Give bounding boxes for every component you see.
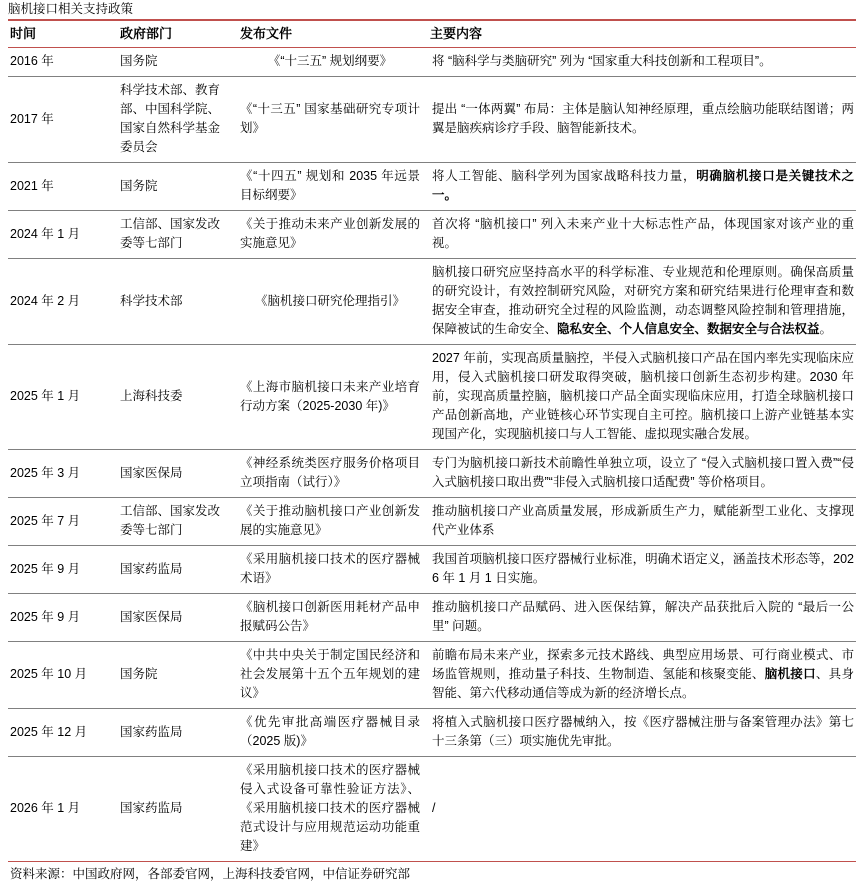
main-text-plain: 将人工智能、脑科学列为国家战略科技力量， [432, 169, 697, 183]
cell-time: 2025 年 9 月 [8, 546, 118, 594]
main-text-emphasis: 明确脑机接口是关键技术之一。 [432, 169, 854, 202]
cell-time: 2026 年 1 月 [8, 757, 118, 862]
table-row [8, 546, 856, 594]
cell-time: 2025 年 10 月 [8, 642, 118, 709]
table-row [8, 450, 856, 498]
cell-time: 2025 年 7 月 [8, 498, 118, 546]
column-header-main-content: 主要内容 [428, 20, 856, 48]
cell-department: 国家医保局 [118, 594, 238, 642]
cell-document: 《神经系统类医疗服务价格项目立项指南（试行）》 [238, 450, 428, 498]
cell-main-content: 将植入式脑机接口医疗器械纳入，按《医疗器械注册与备案管理办法》第七十三条第（三）项实施优先审批。 [428, 709, 856, 757]
cell-time: 2025 年 12 月 [8, 709, 118, 757]
table-row [8, 498, 856, 546]
table-row [8, 77, 856, 163]
cell-time: 2021 年 [8, 163, 118, 211]
main-text-plain-tail: 、具身智能、第六代移动通信等成为新的经济增长点。 [432, 667, 854, 700]
cell-main-content [428, 259, 856, 345]
main-text-plain: 脑机接口研究应坚持高水平的科学标准、专业规范和伦理原则。确保高质量的研究设计，有效控制研究风险，对研究方案和研究结果进行伦理审查和数据安全审查，推动研究全过程的风险监测，动态调整风险控制和管理措施，保障被试的生命安全、 [432, 265, 854, 336]
column-header-department: 政府部门 [118, 20, 238, 48]
main-text-emphasis: 脑机接口 [764, 667, 816, 681]
table-body [8, 48, 856, 862]
table-row [8, 163, 856, 211]
cell-department: 国务院 [118, 163, 238, 211]
cell-main-content: 2027 年前，实现高质量脑控，半侵入式脑机接口产品在国内率先实现临床应用，侵入式脑机接口研发取得突破，脑机接口创新生态初步构建。2030 年前，实现高质量控脑，脑机接口产品全面实现临床应用，打造全球脑机接口产品创新高地，产业链核心环节实现自主可控。脑机接口上游产业链基本实现国产化，实现脑机接口与人工智能、虚拟现实融合发展。 [428, 345, 856, 450]
main-text-plain: 前瞻布局未来产业，探索多元技术路线、典型应用场景、可行商业模式、市场监管规则，推动量子科技、生物制造、氢能和核聚变能、 [432, 648, 854, 681]
cell-time: 2025 年 1 月 [8, 345, 118, 450]
cell-main-content: 专门为脑机接口新技术前瞻性单独立项，设立了 “侵入式脑机接口置入费”“侵入式脑机接口取出费”“非侵入式脑机接口适配费” 等价格项目。 [428, 450, 856, 498]
cell-department: 工信部、国家发改委等七部门 [118, 498, 238, 546]
cell-time: 2025 年 9 月 [8, 594, 118, 642]
cell-document: 《脑机接口创新医用耗材产品申报赋码公告》 [238, 594, 428, 642]
cell-document: 《采用脑机接口技术的医疗器械侵入式设备可靠性验证方法》、《采用脑机接口技术的医疗器械范式设计与应用规范运动功能重建》 [238, 757, 428, 862]
cell-document: 《“十三五” 规划纲要》 [238, 48, 428, 77]
cell-document: 《中共中央关于制定国民经济和社会发展第十五个五年规划的建议》 [238, 642, 428, 709]
cell-document: 《脑机接口研究伦理指引》 [238, 259, 428, 345]
cell-time: 2016 年 [8, 48, 118, 77]
cell-time: 2024 年 1 月 [8, 211, 118, 259]
cell-department: 科学技术部、教育部、中国科学院、国家自然科学基金委员会 [118, 77, 238, 163]
cell-main-content: 我国首项脑机接口医疗器械行业标准，明确术语定义，涵盖技术形态等，2026 年 1 月 1 日实施。 [428, 546, 856, 594]
table-header [8, 20, 856, 48]
cell-department: 上海科技委 [118, 345, 238, 450]
column-header-time: 时间 [8, 20, 118, 48]
policy-table [8, 19, 856, 862]
table-row [8, 259, 856, 345]
main-text-plain-tail: 。 [819, 322, 833, 336]
cell-department: 国家药监局 [118, 546, 238, 594]
cell-main-content: 推动脑机接口产业高质量发展，形成新质生产力，赋能新型工业化、支撑现代产业体系 [428, 498, 856, 546]
cell-document: 《采用脑机接口技术的医疗器械术语》 [238, 546, 428, 594]
table-row [8, 345, 856, 450]
cell-main-content: 首次将 “脑机接口” 列入未来产业十大标志性产品，体现国家对该产业的重视。 [428, 211, 856, 259]
cell-document: 《优先审批高端医疗器械目录（2025 版)》 [238, 709, 428, 757]
source-note: 资料来源：中国政府网，各部委官网，上海科技委官网，中信证券研究部 [10, 867, 411, 881]
table-row [8, 709, 856, 757]
cell-main-content: 推动脑机接口产品赋码、进入医保结算，解决产品获批后入院的 “最后一公里” 问题。 [428, 594, 856, 642]
table-row [8, 48, 856, 77]
table-row [8, 757, 856, 862]
table-caption: 脑机接口相关支持政策 [8, 2, 134, 16]
cell-document: 《上海市脑机接口未来产业培育行动方案（2025-2030 年)》 [238, 345, 428, 450]
cell-department: 科学技术部 [118, 259, 238, 345]
cell-department: 国家药监局 [118, 757, 238, 862]
cell-department: 国家医保局 [118, 450, 238, 498]
cell-document: 《“十三五” 国家基础研究专项计划》 [238, 77, 428, 163]
cell-main-content [428, 642, 856, 709]
cell-main-content: 提出 “一体两翼” 布局：主体是脑认知神经原理，重点绘脑功能联结图谱；两翼是脑疾病诊疗手段、脑智能新技术。 [428, 77, 856, 163]
cell-department: 国务院 [118, 642, 238, 709]
cell-main-content: / [428, 757, 856, 862]
cell-time: 2025 年 3 月 [8, 450, 118, 498]
cell-department: 国家药监局 [118, 709, 238, 757]
table-row [8, 642, 856, 709]
cell-document: 《“十四五” 规划和 2035 年远景目标纲要》 [238, 163, 428, 211]
cell-time: 2017 年 [8, 77, 118, 163]
table-header-row [8, 20, 856, 48]
cell-main-content [428, 163, 856, 211]
cell-document: 《关于推动脑机接口产业创新发展的实施意见》 [238, 498, 428, 546]
column-header-document: 发布文件 [238, 20, 428, 48]
table-row [8, 594, 856, 642]
cell-document: 《关于推动未来产业创新发展的实施意见》 [238, 211, 428, 259]
main-text-emphasis: 隐私安全、个人信息安全、数据安全与合法权益 [557, 322, 820, 336]
cell-department: 工信部、国家发改委等七部门 [118, 211, 238, 259]
table-row [8, 211, 856, 259]
cell-main-content: 将 “脑科学与类脑研究” 列为 “国家重大科技创新和工程项目”。 [428, 48, 856, 77]
cell-time: 2024 年 2 月 [8, 259, 118, 345]
cell-department: 国务院 [118, 48, 238, 77]
